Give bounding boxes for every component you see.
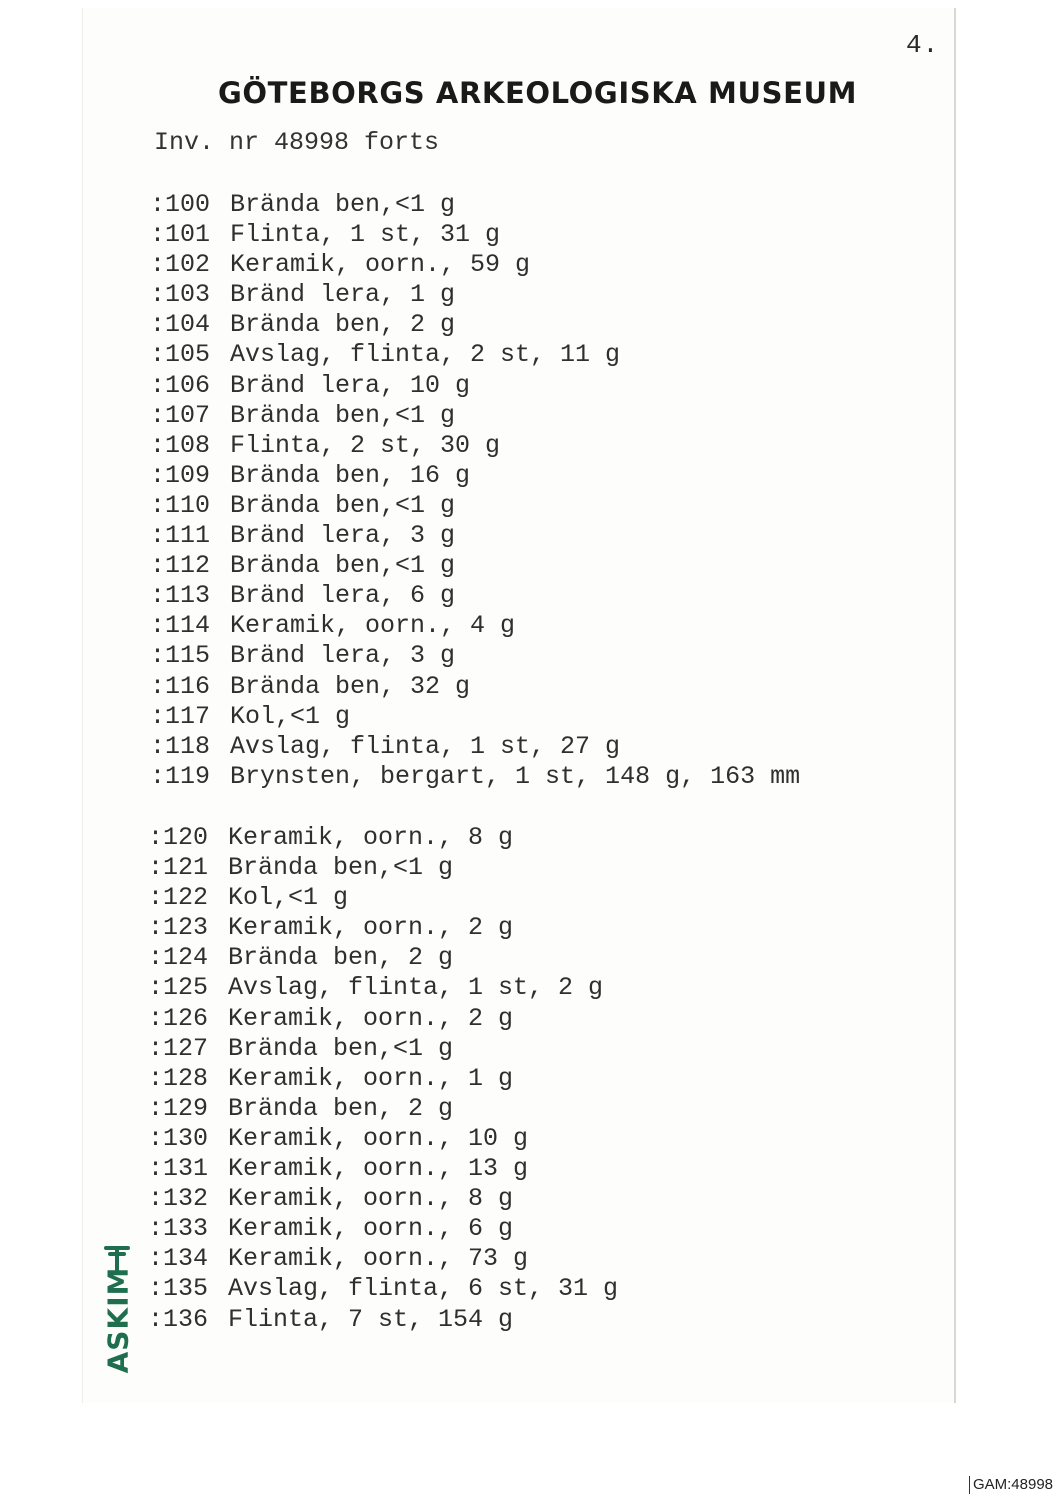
entry-code: :104 xyxy=(150,310,211,340)
catalogue-entry xyxy=(150,220,800,250)
catalogue-entry xyxy=(148,1094,618,1124)
entry-code: :100 xyxy=(150,190,211,219)
entry-code: :125 xyxy=(148,973,209,1003)
entry-code: :118 xyxy=(150,731,211,761)
catalogue-entry xyxy=(150,521,800,551)
entry-description: Bränd lera, 10 g xyxy=(230,370,471,400)
entry-description: Avslag, flinta, 1 st, 27 g xyxy=(230,731,621,761)
entry-description: Kol,<1 g xyxy=(230,701,351,731)
entry-description: Keramik, oorn., 59 g xyxy=(230,250,531,280)
catalogue-entry xyxy=(150,250,800,280)
entry-description: Brända ben,<1 g xyxy=(230,490,456,520)
entry-description: Brända ben, 2 g xyxy=(230,310,456,340)
entry-code: :113 xyxy=(150,581,211,611)
catalogue-entry xyxy=(150,581,800,611)
catalogue-entry xyxy=(150,371,800,401)
entry-description: Brända ben, 32 g xyxy=(230,671,471,701)
entry-code: :130 xyxy=(148,1123,209,1153)
entry-code: :101 xyxy=(150,220,211,250)
entry-description: Avslag, flinta, 6 st, 31 g xyxy=(228,1274,619,1304)
entry-code: :120 xyxy=(148,823,209,852)
entry-description: Keramik, oorn., 10 g xyxy=(228,1123,529,1153)
catalogue-entry xyxy=(148,1034,618,1064)
catalogue-entry xyxy=(150,280,800,310)
entry-description: Kol,<1 g xyxy=(228,883,349,913)
entry-description: Keramik, oorn., 2 g xyxy=(228,1003,514,1033)
catalogue-entry xyxy=(148,1244,618,1274)
entry-description: Keramik, oorn., 4 g xyxy=(230,611,516,641)
catalogue-entry xyxy=(150,340,800,370)
entry-description: Bränd lera, 3 g xyxy=(230,641,456,671)
catalogue-entry xyxy=(150,310,800,340)
catalogue-entry xyxy=(148,883,618,913)
entry-description: Brända ben,<1 g xyxy=(230,400,456,430)
catalogue-entry xyxy=(150,672,800,702)
catalogue-entry xyxy=(148,1214,618,1244)
entry-description: Keramik, oorn., 1 g xyxy=(228,1063,514,1093)
entry-code: :116 xyxy=(150,671,211,701)
entry-description: Keramik, oorn., 8 g xyxy=(228,823,514,852)
entry-code: :102 xyxy=(150,250,211,280)
catalogue-entry xyxy=(148,943,618,973)
inventory-number-line: Inv. nr 48998 forts xyxy=(154,128,440,157)
catalogue-entry xyxy=(150,551,800,581)
entry-description: Keramik, oorn., 73 g xyxy=(228,1244,529,1274)
entry-code: :131 xyxy=(148,1154,209,1184)
catalogue-entry xyxy=(150,611,800,641)
catalogue-entry xyxy=(150,491,800,521)
catalogue-entry xyxy=(148,973,618,1003)
entry-code: :117 xyxy=(150,701,211,731)
catalogue-entry xyxy=(148,853,618,883)
entry-description: Brända ben,<1 g xyxy=(230,190,456,219)
entry-list-group-2 xyxy=(148,823,618,1335)
entry-code: :103 xyxy=(150,280,211,310)
archive-id-label: GAM:48998 xyxy=(969,1476,1053,1494)
catalogue-entry xyxy=(148,823,618,853)
entry-code: :129 xyxy=(148,1093,209,1123)
entry-code: :108 xyxy=(150,430,211,460)
catalogue-entry xyxy=(148,1064,618,1094)
entry-description: Brynsten, bergart, 1 st, 148 g, 163 mm xyxy=(230,761,801,791)
entry-code: :124 xyxy=(148,943,209,973)
entry-description: Brända ben, 2 g xyxy=(228,943,454,973)
entry-code: :105 xyxy=(150,340,211,370)
entry-description: Bränd lera, 1 g xyxy=(230,280,456,310)
entry-code: :122 xyxy=(148,883,209,913)
catalogue-entry xyxy=(150,190,800,220)
entry-description: Keramik, oorn., 2 g xyxy=(228,913,514,943)
entry-code: :133 xyxy=(148,1214,209,1244)
catalogue-entry xyxy=(148,1154,618,1184)
entry-code: :114 xyxy=(150,611,211,641)
catalogue-entry xyxy=(148,1004,618,1034)
catalogue-entry xyxy=(150,702,800,732)
entry-description: Keramik, oorn., 6 g xyxy=(228,1214,514,1244)
catalogue-entry xyxy=(148,1305,618,1335)
entry-code: :128 xyxy=(148,1063,209,1093)
entry-description: Brända ben,<1 g xyxy=(230,551,456,581)
entry-code: :134 xyxy=(148,1244,209,1274)
entry-code: :115 xyxy=(150,641,211,671)
entry-description: Brända ben, 16 g xyxy=(230,460,471,490)
entry-code: :135 xyxy=(148,1274,209,1304)
entry-code: :110 xyxy=(150,490,211,520)
catalogue-entry xyxy=(148,913,618,943)
askim-stamp: ASKIM xyxy=(101,1266,135,1374)
catalogue-entry xyxy=(150,461,800,491)
entry-description: Flinta, 7 st, 154 g xyxy=(228,1304,514,1334)
entry-description: Flinta, 1 st, 31 g xyxy=(230,220,501,250)
page-number: 4. xyxy=(906,30,940,60)
entry-description: Brända ben,<1 g xyxy=(228,853,454,883)
catalogue-entry xyxy=(150,401,800,431)
catalogue-entry xyxy=(150,762,800,792)
catalogue-entry xyxy=(148,1184,618,1214)
catalogue-entry xyxy=(148,1124,618,1154)
catalogue-entry xyxy=(150,732,800,762)
entry-description: Bränd lera, 3 g xyxy=(230,521,456,551)
entry-code: :109 xyxy=(150,460,211,490)
entry-description: Brända ben, 2 g xyxy=(228,1093,454,1123)
entry-code: :119 xyxy=(150,761,211,791)
entry-code: :121 xyxy=(148,853,209,883)
entry-code: :112 xyxy=(150,551,211,581)
entry-code: :106 xyxy=(150,370,211,400)
entry-code: :107 xyxy=(150,400,211,430)
catalogue-entry xyxy=(150,641,800,671)
museum-title: GÖTEBORGS ARKEOLOGISKA MUSEUM xyxy=(218,76,858,110)
catalogue-entry xyxy=(150,431,800,461)
entry-description: Bränd lera, 6 g xyxy=(230,581,456,611)
entry-description: Brända ben,<1 g xyxy=(228,1033,454,1063)
entry-code: :111 xyxy=(150,521,211,551)
entry-description: Avslag, flinta, 1 st, 2 g xyxy=(228,973,604,1003)
entry-list-group-1 xyxy=(150,190,800,792)
entry-code: :132 xyxy=(148,1184,209,1214)
entry-code: :127 xyxy=(148,1033,209,1063)
entry-code: :126 xyxy=(148,1003,209,1033)
entry-description: Keramik, oorn., 13 g xyxy=(228,1154,529,1184)
entry-code: :123 xyxy=(148,913,209,943)
entry-description: Keramik, oorn., 8 g xyxy=(228,1184,514,1214)
entry-description: Avslag, flinta, 2 st, 11 g xyxy=(230,340,621,370)
entry-description: Flinta, 2 st, 30 g xyxy=(230,430,501,460)
catalogue-entry xyxy=(148,1274,618,1304)
entry-code: :136 xyxy=(148,1304,209,1334)
